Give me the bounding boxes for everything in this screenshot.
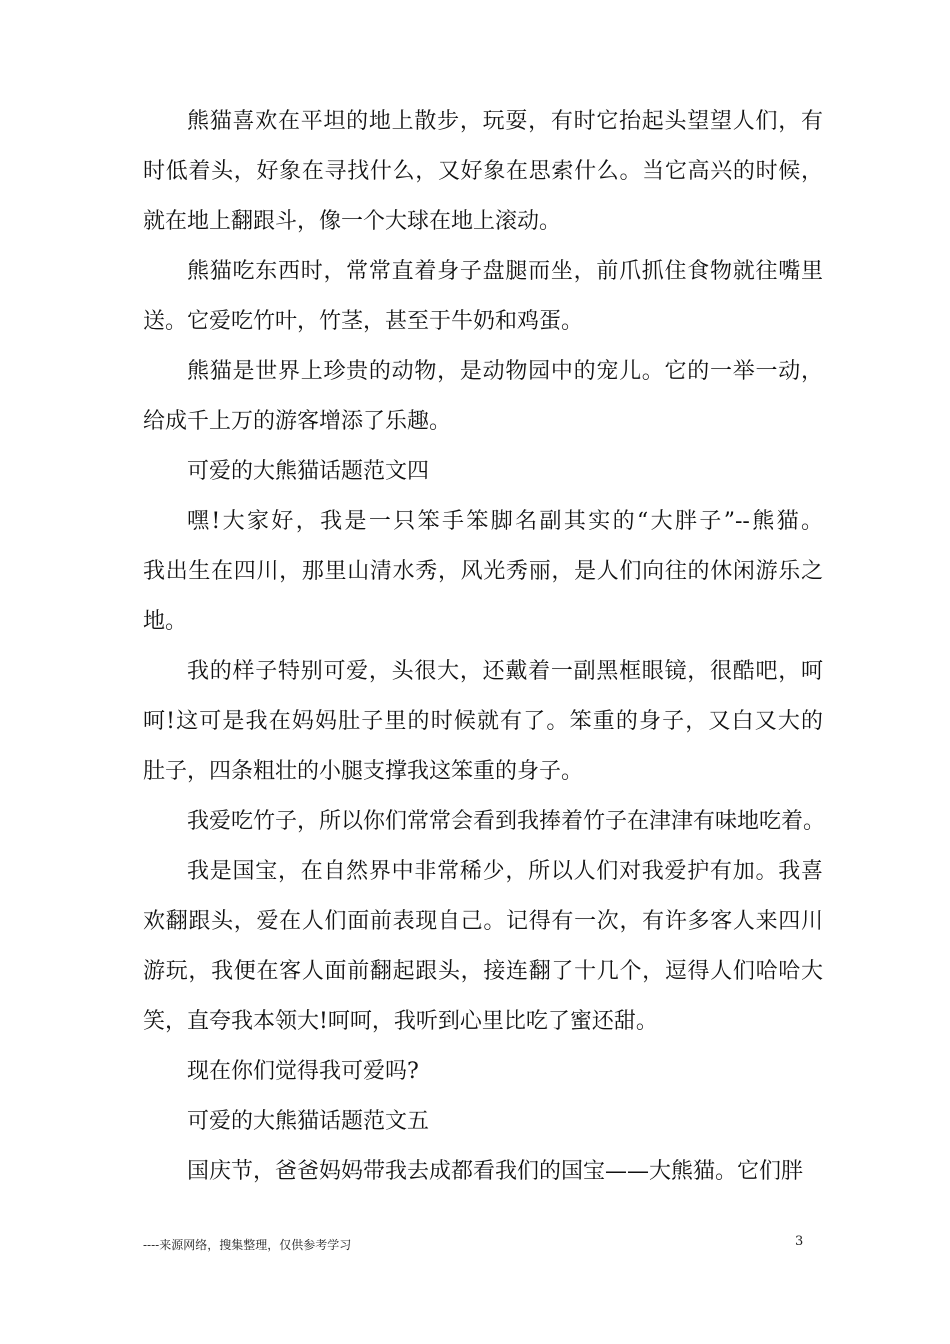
text-line: 送。它爱吃竹叶，竹茎，甚至于牛奶和鸡蛋。 [143,309,584,334]
paragraph [143,1147,823,1197]
paragraph [143,97,823,247]
body-text [143,97,826,1197]
footer-source-note: ----来源网络，搜集整理，仅供参考学习 [143,1238,352,1252]
text-line: 可爱的大熊猫话题范文四 [187,459,430,484]
text-line: 我爱吃竹子，所以你们常常会看到我捧着竹子在津津有味地吃着。 [187,809,826,834]
text-line: 就在地上翻跟斗，像一个大球在地上滚动。 [143,209,562,234]
text-line: 笑，直夸我本领大!呵呵，我听到心里比吃了蜜还甜。 [143,1009,658,1034]
text-line: 嘿!大家好，我是一只笨手笨脚名副其实的“大胖子”--熊猫。 [187,509,823,534]
paragraph [143,1047,823,1097]
text-line: 我是国宝，在自然界中非常稀少，所以人们对我爱护有加。我喜 [187,859,823,884]
text-line: 呵!这可是我在妈妈肚子里的时候就有了。笨重的身子，又白又大的 [143,709,823,734]
paragraph [143,847,823,1047]
paragraph [143,347,823,447]
page-number: 3 [795,1234,804,1249]
text-line: 我的样子特别可爱，头很大，还戴着一副黑框眼镜，很酷吧，呵 [187,659,823,684]
paragraph [143,647,823,797]
paragraph [143,797,826,847]
text-line: 熊猫喜欢在平坦的地上散步，玩耍，有时它抬起头望望人们，有 [187,109,823,134]
text-line: 可爱的大熊猫话题范文五 [187,1109,430,1134]
paragraph [143,447,823,497]
paragraph [143,1097,823,1147]
text-line: 给成千上万的游客增添了乐趣。 [143,409,452,434]
text-line: 现在你们觉得我可爱吗? [187,1059,419,1084]
paragraph [143,247,823,347]
text-line: 肚子，四条粗壮的小腿支撑我这笨重的身子。 [143,759,584,784]
paragraph [143,497,823,647]
text-line: 欢翻跟头，爱在人们面前表现自己。记得有一次，有许多客人来四川 [143,909,823,934]
text-line: 时低着头，好象在寻找什么，又好象在思索什么。当它高兴的时候， [143,159,823,184]
text-line: 地。 [143,609,188,634]
text-line: 熊猫是世界上珍贵的动物，是动物园中的宠儿。它的一举一动， [187,359,823,384]
text-line: 国庆节，爸爸妈妈带我去成都看我们的国宝——大熊猫。它们胖 [187,1159,804,1184]
text-line: 熊猫吃东西时，常常直着身子盘腿而坐，前爪抓住食物就往嘴里 [187,259,823,284]
text-line: 游玩，我便在客人面前翻起跟头，接连翻了十几个，逗得人们哈哈大 [143,959,823,984]
text-line: 我出生在四川，那里山清水秀，风光秀丽，是人们向往的休闲游乐之 [143,559,823,584]
